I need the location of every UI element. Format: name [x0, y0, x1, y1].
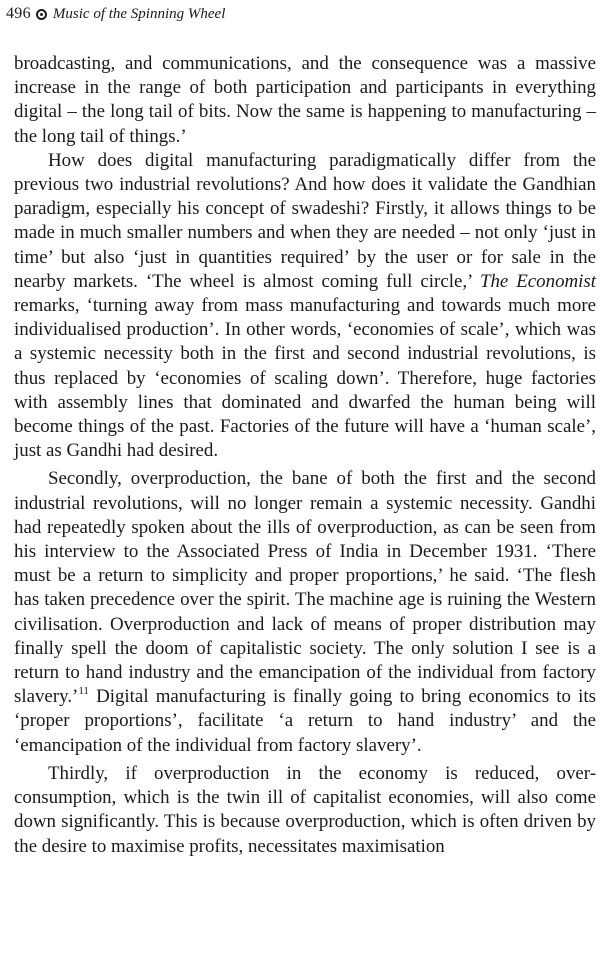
paragraph-continuation [14, 52, 596, 149]
paragraph-text: remarks, ‘turning away from mass manufacturing and towards much more individualised production’. In other words, ‘economies of scale’, which was a systemic necessity both in the first and second industrial revolutions, is thus replaced by ‘economies of scaling down’. Therefore, huge factories with assembly lines that dominated and dwarfed the human being will become things of the past. Factories of the future will have a ‘human scale’, just as Gandhi had desired. [14, 295, 596, 462]
running-head [6, 3, 225, 25]
page-number: 496 [6, 5, 31, 22]
paragraph-overconsumption [14, 762, 596, 859]
paragraph-overproduction [14, 467, 596, 757]
paragraph-text: Digital manufacturing is finally going to bring economics to its ‘proper proportions’, facilitate ‘a return to hand industry’ and the ‘emancipation of the individual from factory slavery’. [14, 686, 596, 756]
body-text [14, 52, 596, 859]
paragraph-text: Thirdly, if overproduction in the economy is reduced, over-consumption, which is the twin ill of capitalist economies, will also come down significantly. This is because overproduction, which is often driven by the desire to maximise profits, necessitates maximisation [14, 762, 596, 857]
book-title: Music of the Spinning Wheel [52, 6, 226, 22]
publication-title: The Economist [479, 270, 597, 292]
paragraph-digital-manufacturing [14, 149, 596, 464]
paragraph-text: broadcasting, and communications, and the consequence was a massive increase in the range of both participation and participants in everything digital – the long tail of bits. Now the same is happening to manufacturing – the long tail of things.’ [14, 53, 596, 147]
paragraph-text: Secondly, overproduction, the bane of both the first and the second industrial revolutions, will no longer remain a systemic necessity. Gandhi had repeatedly spoken about the ills of overproduction, as can be seen from his interview to the Associated Press of India in December 1931. ‘There must be a return to simplicity and proper proportions,’ he said. ‘The flesh has taken precedence over the spirit. The machine age is ruining the Western civilisation. Overproduction and lack of means of proper distribution may finally spell the doom of capitalistic society. The only solution I see is a return to hand industry and the emancipation of the individual from factory slavery.’ [14, 468, 596, 708]
circle-dot-ornament-icon [36, 9, 47, 20]
paragraph-text: How does digital manufacturing paradigmatically differ from the previous two industrial revolutions? And how does it validate the Gandhian paradigm, especially his concept of swadeshi? Firstly, it allows things to be made in much smaller numbers and when they are needed – not only ‘just in time’ but also ‘just in quantities required’ by the user or for sale in the nearby markets. ‘The wheel is almost coming full circle,’ [14, 149, 596, 292]
footnote-reference: 11 [78, 685, 89, 698]
